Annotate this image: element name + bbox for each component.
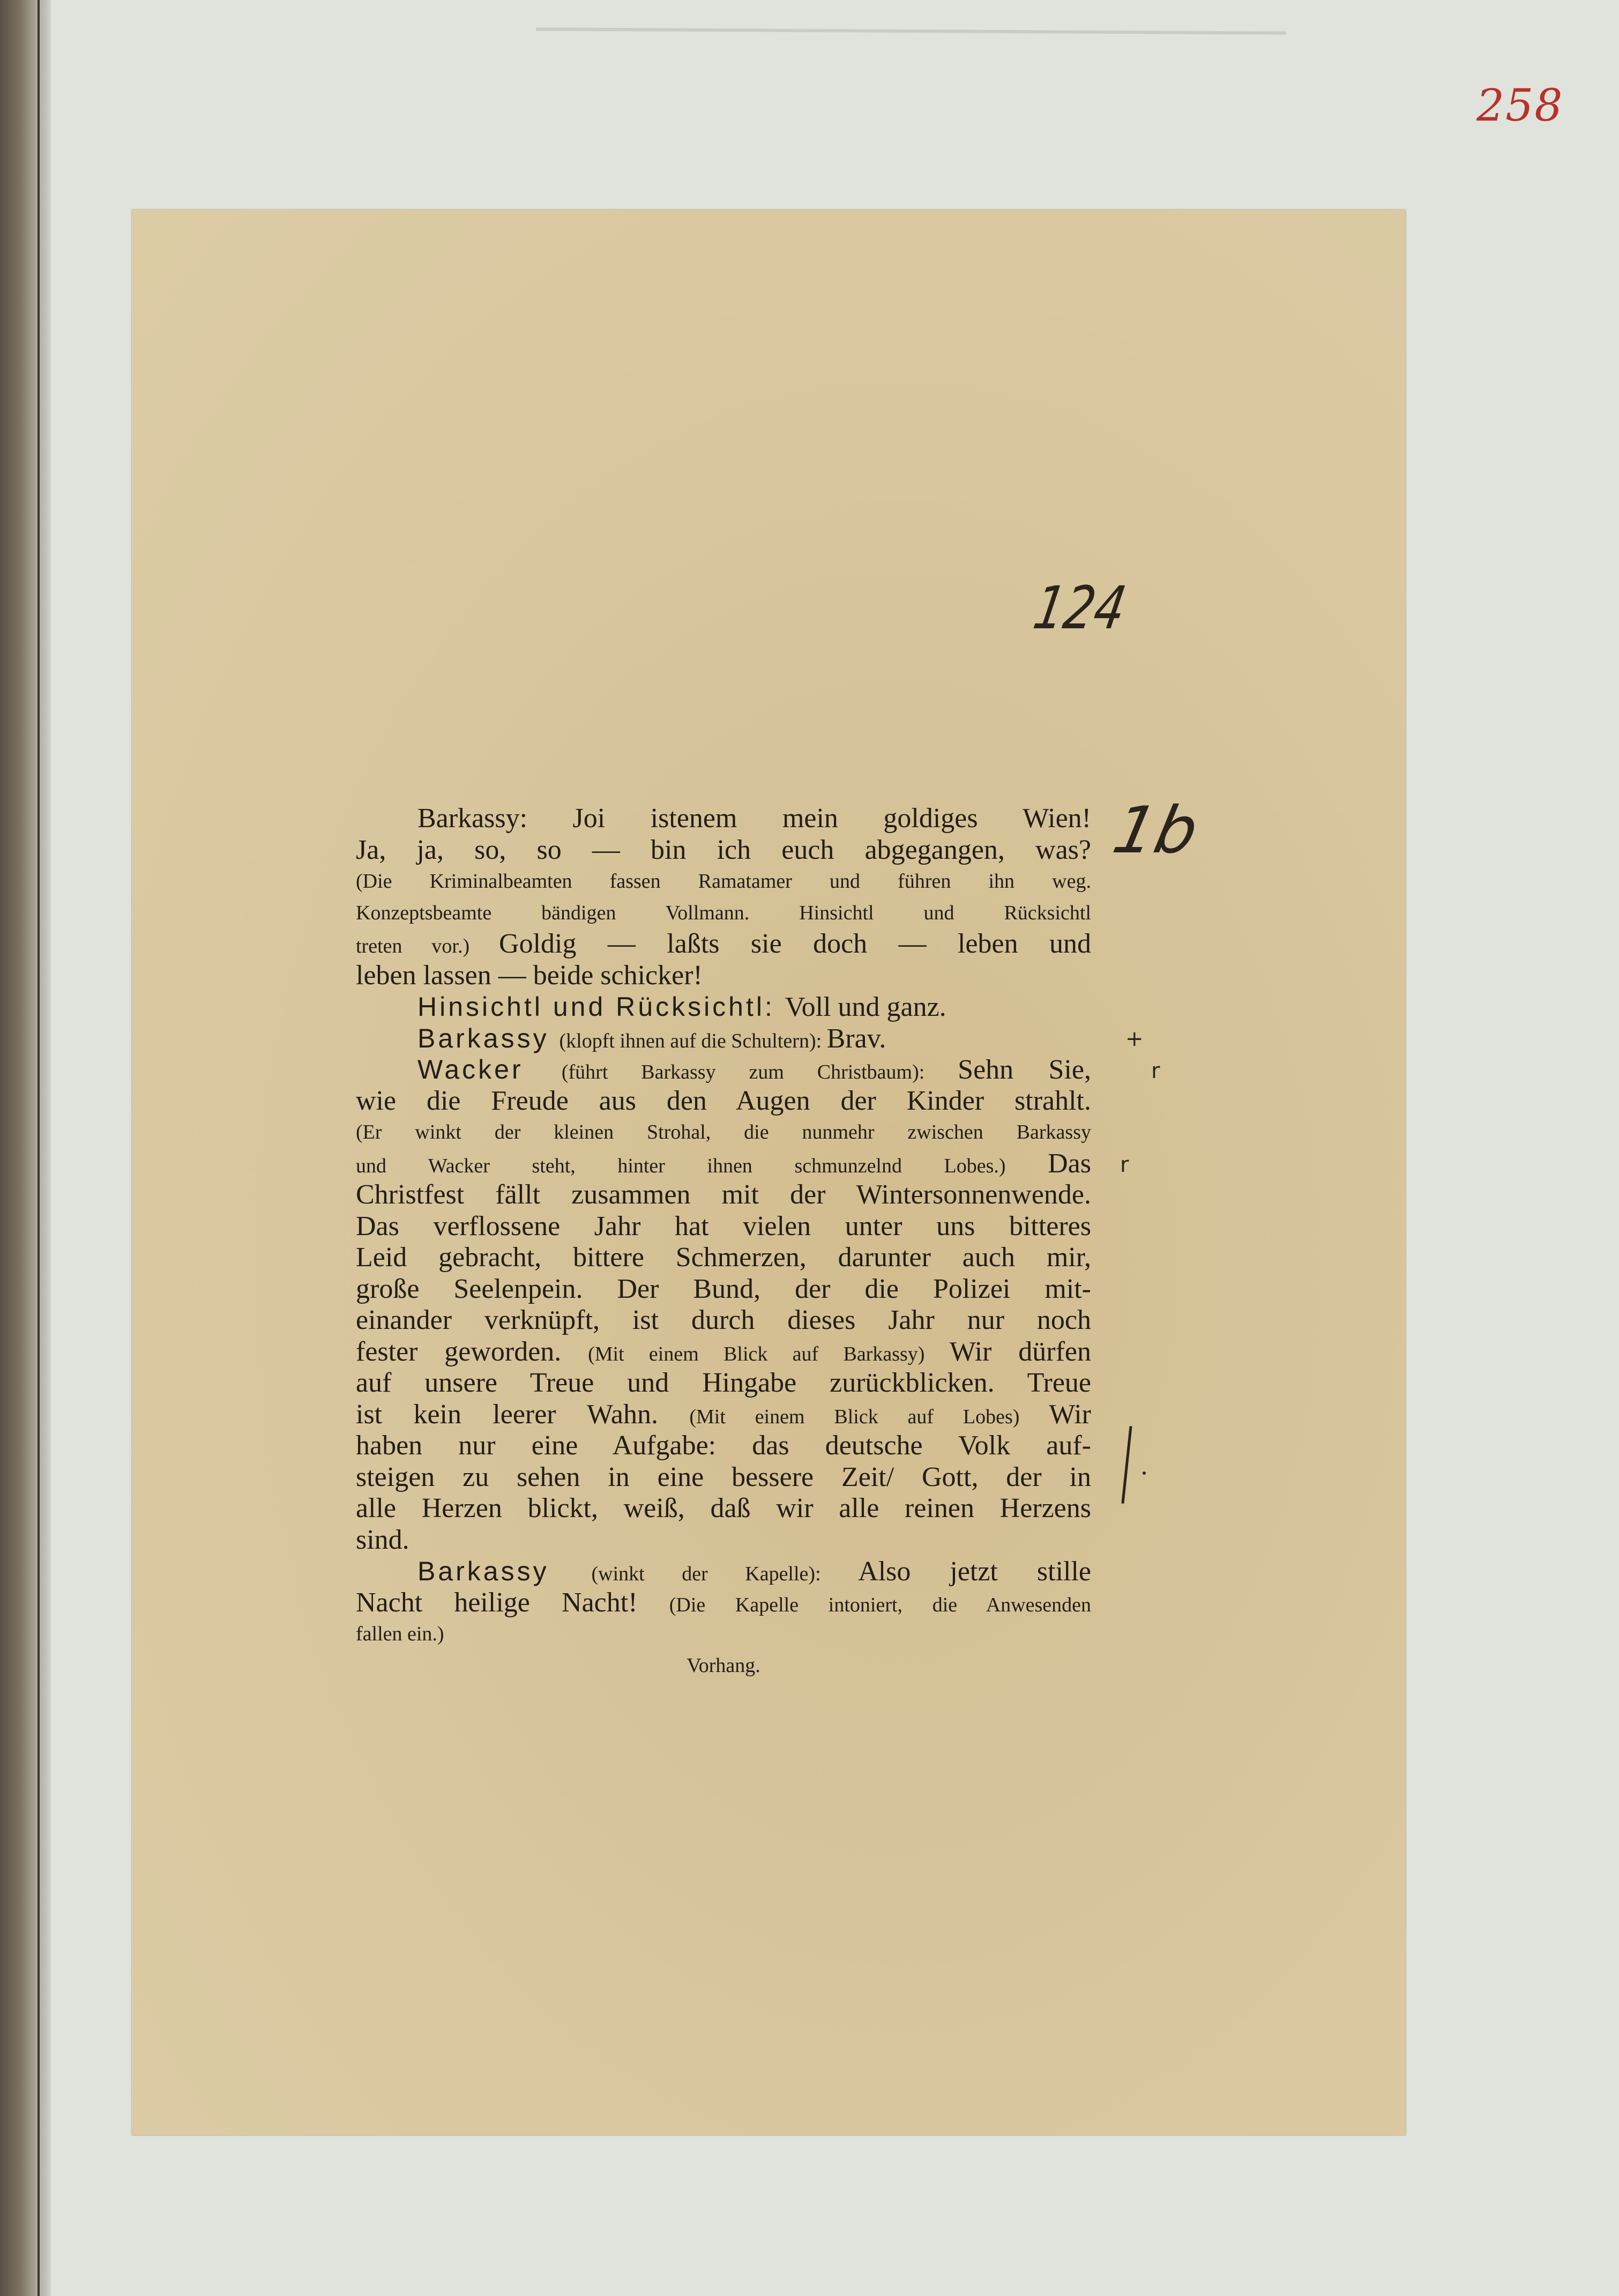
- text-line: [356, 1430, 1091, 1462]
- binding-line: [38, 0, 40, 2296]
- dialogue-text: einander verknüpft, ist durch dieses Jahr nur noch: [356, 1305, 1091, 1335]
- stage-direction: (führt Barkassy zum Christbaum):: [561, 1061, 958, 1083]
- margin-tick: r: [1151, 1059, 1160, 1083]
- text-line: [356, 1587, 1091, 1619]
- dialogue-text: alle Herzen blickt, weiß, daß wir alle reinen Herzens: [356, 1493, 1091, 1524]
- dialogue-text: Goldig — laßts sie doch — leben und: [499, 928, 1091, 959]
- sheet-edge: [536, 27, 1286, 34]
- text-line: [356, 835, 1091, 866]
- dialogue-text: Wir dürfen: [949, 1336, 1091, 1367]
- stage-direction: (klopft ihnen auf die Schultern):: [559, 1029, 827, 1052]
- text-line: [356, 1525, 1091, 1556]
- dialogue-text: steigen zu sehen in eine bessere Zeit/ Gott, der in: [356, 1461, 1091, 1492]
- stage-direction: (winkt der Kapelle):: [591, 1563, 859, 1585]
- text-line: [356, 1179, 1091, 1211]
- dialogue-text: Leid gebracht, bittere Schmerzen, darunter auch mir,: [356, 1242, 1091, 1273]
- speaker-name: Barkassy: [417, 1023, 559, 1053]
- text-line: [356, 1242, 1091, 1274]
- dialogue-text: Also jetzt stille: [858, 1556, 1091, 1587]
- text-line: [356, 866, 1091, 897]
- text-line: [356, 991, 1091, 1023]
- dialogue-text: Barkassy: Joi istenem mein goldiges Wien!: [417, 803, 1091, 834]
- dialogue-text: auf unsere Treue und Hingabe zurückblicken. Treue: [356, 1368, 1091, 1398]
- speaker-name: Hinsichtl und Rücksichtl:: [417, 992, 785, 1022]
- text-line: [356, 1148, 1091, 1180]
- dialogue-text: wie die Freude aus den Augen der Kinder strahlt.: [356, 1085, 1091, 1116]
- dialogue-text: Christfest fällt zusammen mit der Wintersonnenwende.: [356, 1179, 1091, 1210]
- text-line: [356, 1336, 1091, 1368]
- text-line: [356, 1117, 1091, 1148]
- dialogue-text: haben nur eine Aufgabe: das deutsche Volk auf-: [356, 1430, 1091, 1461]
- text-line: [356, 1618, 1091, 1650]
- stage-direction: (Mit einem Blick auf Barkassy): [588, 1342, 950, 1365]
- stage-direction: Konzeptsbeamte bändigen Vollmann. Hinsichtl und Rücksichtl: [356, 901, 1091, 924]
- dialogue-text: fester geworden.: [356, 1336, 588, 1367]
- stage-direction: und Wacker steht, hinter ihnen schmunzelnd Lobes.): [356, 1154, 1048, 1177]
- text-line: [356, 960, 1091, 992]
- text-line: [356, 1086, 1091, 1117]
- text-line: [356, 803, 1091, 835]
- text-line: [356, 1368, 1091, 1399]
- stage-direction: (Die Kapelle intoniert, die Anwesenden: [669, 1593, 1092, 1616]
- dialogue-text: Voll und ganz.: [785, 992, 946, 1022]
- margin-tick: r: [1120, 1153, 1129, 1177]
- dialogue-text: Das verflossene Jahr hat vielen unter uns bitteres: [356, 1210, 1091, 1242]
- margin-tick: +: [1125, 1027, 1144, 1051]
- text-line: [356, 1211, 1091, 1243]
- text-line: [356, 1274, 1091, 1305]
- dialogue-text: Ja, ja, so, so — bin ich euch abgegangen, was?: [356, 834, 1091, 865]
- handwritten-page-mark: 124: [1028, 574, 1131, 642]
- handwritten-margin-mark: 1b: [1107, 793, 1205, 868]
- speaker-name: Barkassy: [417, 1556, 592, 1586]
- text-line: [356, 897, 1091, 929]
- stage-direction: (Mit einem Blick auf Lobes): [689, 1405, 1049, 1428]
- stage-direction: (Die Kriminalbeamten fassen Ramatamer und führen ihn weg.: [356, 870, 1091, 893]
- stage-direction: treten vor.): [356, 935, 499, 957]
- text-line: [356, 1650, 1091, 1682]
- text-line: [356, 928, 1091, 960]
- dialogue-text: ist kein leerer Wahn.: [356, 1399, 690, 1430]
- dialogue-text: Das: [1048, 1148, 1091, 1179]
- dialogue-text: große Seelenpein. Der Bund, der die Polizei mit-: [356, 1273, 1091, 1304]
- dialogue-text: leben lassen — beide schicker!: [356, 960, 703, 991]
- text-line: [356, 1493, 1091, 1525]
- dialogue-text: Brav.: [826, 1023, 886, 1054]
- stage-direction: Vorhang.: [687, 1654, 760, 1677]
- text-line: [356, 1462, 1091, 1493]
- dialogue-text: sind.: [356, 1524, 409, 1555]
- text-line: [356, 1399, 1091, 1431]
- dialogue-text: Wir: [1049, 1399, 1091, 1430]
- speaker-name: Wacker: [417, 1054, 562, 1084]
- folio-number: 258: [1476, 80, 1564, 131]
- dialogue-text: Nacht heilige Nacht!: [356, 1587, 669, 1618]
- stage-direction: fallen ein.): [356, 1623, 444, 1645]
- text-line: [356, 1023, 1091, 1054]
- text-line: [356, 1556, 1091, 1587]
- book-spine: [0, 0, 51, 2296]
- play-text-block: [356, 803, 1091, 1681]
- text-line: [356, 1305, 1091, 1336]
- dialogue-text: Sehn Sie,: [958, 1054, 1091, 1085]
- text-line: [356, 1054, 1091, 1086]
- margin-dot: [1143, 1472, 1146, 1475]
- stage-direction: (Er winkt der kleinen Strohal, die nunmehr zwischen Barkassy: [356, 1121, 1091, 1143]
